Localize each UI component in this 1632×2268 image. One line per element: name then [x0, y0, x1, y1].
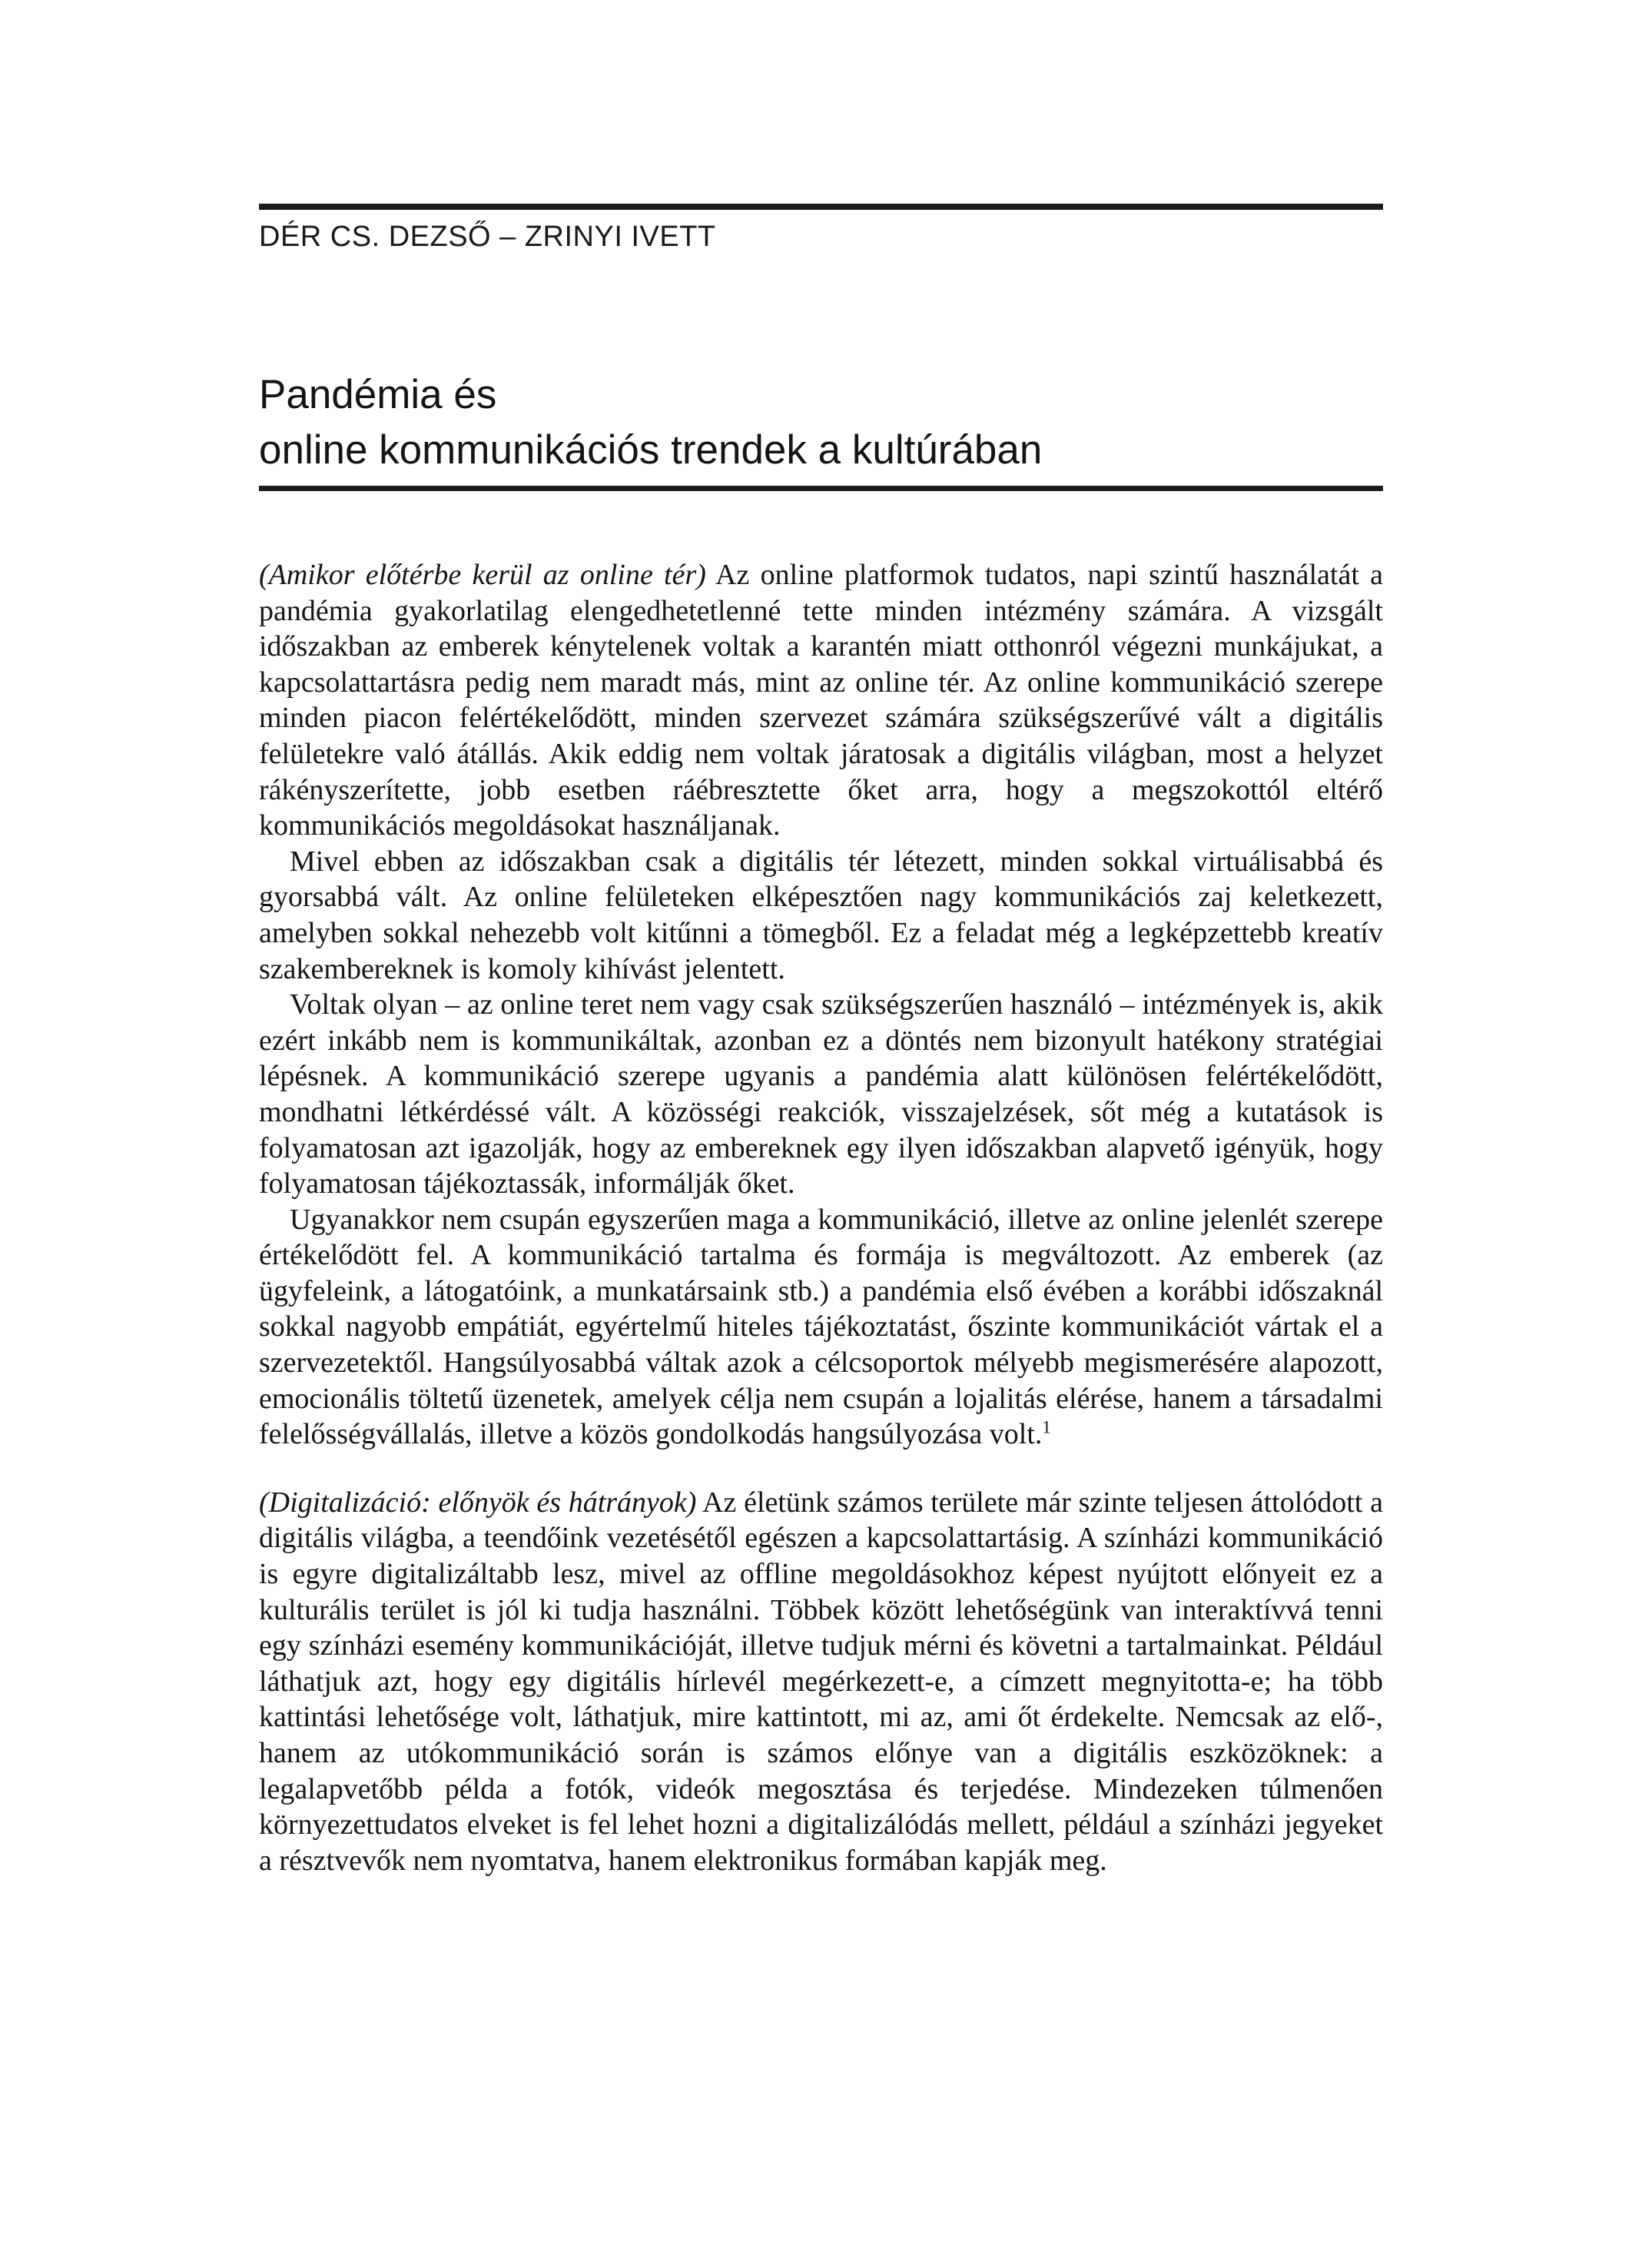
page-content [259, 204, 1383, 1878]
paragraph-text: Voltak olyan – az online teret nem vagy csak szükségszerűen használó – intézmények is, akik ezért inkább nem is kommunikáltak, azonban ez a döntés nem bizonyult hatékony stratégiai lépésnek. A kommunikáció szerepe ugyanis a pandémia alatt különösen felértékelődött, mondhatni létkérdéssé vált. A közösségi reakciók, visszajelzések, sőt még a kutatások is folyamatosan azt igazolják, hogy az embereknek egy ilyen időszakban alapvető igényük, hogy folyamatosan tájékoztassák, informálják őket. [259, 988, 1383, 1200]
paragraph-amikor-elotterbe [259, 557, 1383, 844]
paragraph-digitalizacio [259, 1485, 1383, 1879]
header-rule [259, 204, 1383, 210]
paragraph-text: Az online platformok tudatos, napi szintű használatát a pandémia gyakorlatilag elengedhetetlenné tette minden intézmény számára. A vizsgált időszakban az emberek kénytelenek voltak a karantén miatt otthonról végezni munkájukat, a kapcsolattartásra pedig nem maradt más, mint az online tér. Az online kommunikáció szerepe minden piacon felértékelődött, minden szervezet számára szükségszerűvé vált a digitális felületekre való átállás. Akik eddig nem voltak járatosak a digitális világban, most a helyzet rákényszerítette, jobb esetben ráébresztette őket arra, hogy a megszokottól eltérő kommunikációs megoldásokat használjanak. [259, 559, 1383, 842]
paragraph-lead-italic: (Amikor előtérbe kerül az online tér) [259, 559, 706, 591]
paragraph-mivel-ebben [259, 844, 1383, 987]
footnote-reference: 1 [1042, 1417, 1051, 1437]
title-rule [259, 486, 1383, 491]
article-title-line1: Pandémia és [259, 372, 497, 417]
article-title-line2: online kommunikációs trendek a kultúrában [259, 427, 1043, 473]
article-body [259, 557, 1383, 1878]
paragraph-text: Ugyanakkor nem csupán egyszerűen maga a kommunikáció, illetve az online jelenlét szerepe értékelődött fel. A kommunikáció tartalma és formája is megváltozott. Az emberek (az ügyfeleink, a látogatóink, a munkatársaink stb.) a pandémia első évében a korábbi időszaknál sokkal nagyobb empátiát, egyértelmű hiteles tájékoztatást, őszinte kommunikációt vártak el a szervezetektől. Hangsúlyosabbá váltak azok a célcsoportok mélyebb megismerésére alapozott, emocionális töltetű üzenetek, amelyek célja nem csupán a lojalitás elérése, hanem a társadalmi felelősségvállalás, illetve a közös gondolkodás hangsúlyozása volt. [259, 1203, 1383, 1451]
paragraph-ugyanakkor [259, 1202, 1383, 1453]
paragraph-lead-italic: (Digitalizáció: előnyök és hátrányok) [259, 1486, 697, 1519]
paragraph-text: Mivel ebben az időszakban csak a digitális tér létezett, minden sokkal virtuálisabbá és gyorsabbá vált. Az online felületeken elképesztően nagy kommunikációs zaj keletkezett, amelyben sokkal nehezebb volt kitűnni a tömegből. Ez a feladat még a legképzettebb kreatív szakembereknek is komoly kihívást jelentett. [259, 845, 1383, 985]
paragraph-text: Az életünk számos területe már szinte teljesen áttolódott a digitális világba, a teendőink vezetésétől egészen a kapcsolattartásig. A színházi kommunikáció is egyre digitalizáltabb lesz, mivel az offline megoldásokhoz képest nyújtott előnyeit ez a kulturális terület is jól ki tudja használni. Többek között lehetőségünk van interaktívvá tenni egy színházi esemény kommunikációját, illetve tudjuk mérni és követni a tartalmainkat. Például láthatjuk azt, hogy egy digitális hírlevél megérkezett-e, a címzett megnyitotta-e; ha több kattintási lehetősége volt, láthatjuk, mire kattintott, mi az, ami őt érdekelte. Nemcsak az elő-, hanem az utókommunikáció során is számos előnye van a digitális eszközöknek: a legalapvetőbb példa a fotók, videók megosztása és terjedése. Mindezeken túlmenően környezettudatos elveket is fel lehet hozni a digitalizálódás mellett, például a színházi jegyeket a résztvevők nem nyomtatva, hanem elektronikus formában kapják meg. [259, 1486, 1383, 1877]
article-title [259, 367, 1383, 478]
author-header: DÉR CS. DEZSŐ – ZRINYI IVETT [259, 221, 716, 253]
paragraph-voltak-olyan [259, 987, 1383, 1202]
